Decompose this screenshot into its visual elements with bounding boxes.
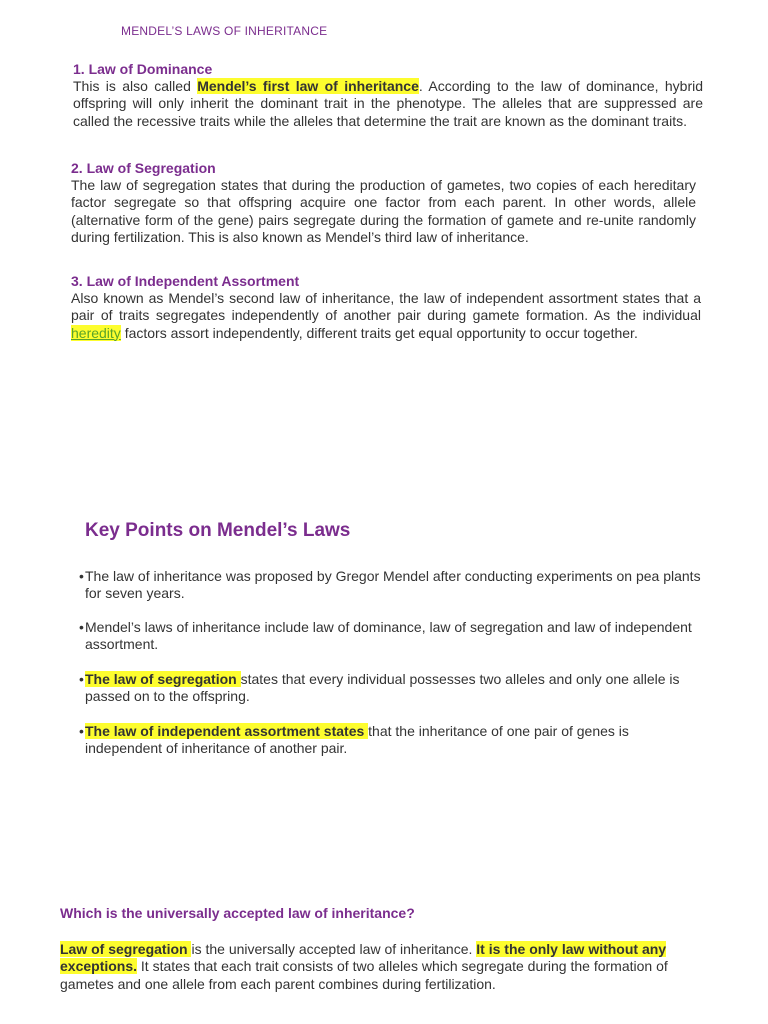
highlighted-phrase: It is the only law without any exceptions. (60, 941, 667, 975)
section-heading: 3. Law of Independent Assortment (71, 273, 300, 289)
section-heading: 2. Law of Segregation (71, 160, 216, 176)
document-title: MENDEL’S LAWS OF INHERITANCE (121, 24, 328, 38)
highlighted-phrase: Law of segregation (60, 941, 192, 957)
bullet: • (79, 619, 84, 635)
text-run: It states that each trait consists of two alleles which segregate during the formation of gametes and one allele from each parent combines during fertilization. (60, 958, 668, 992)
key-point-text: Mendel’s laws of inheritance include law of dominance, law of segregation and law of independent assortment. (85, 619, 692, 653)
section-law-of-segregation (71, 160, 696, 246)
highlighted-phrase: The law of independent assortment states (85, 723, 369, 739)
key-point-item (79, 671, 705, 706)
highlighted-phrase: The law of segregation (85, 671, 241, 687)
faq-question: Which is the universally accepted law of inheritance? (60, 905, 415, 921)
heredity-link[interactable]: heredity (71, 324, 121, 341)
key-point-item (79, 723, 705, 758)
section-paragraph (73, 78, 703, 130)
key-point-text: states that every individual possesses two alleles and only one allele is passed on to the offspring. (85, 671, 680, 705)
bullet: • (79, 568, 84, 584)
text-run: factors assort independently, different traits get equal opportunity to occur together. (120, 324, 638, 341)
section-law-of-dominance (73, 61, 703, 130)
key-point-item (79, 568, 705, 603)
text-run: . According to the law of dominance, hybrid offspring will only inherit the dominant trait in the phenotype. The alleles that are suppressed are called the recessive traits while the alleles that determine the trait are known as the dominant traits. (73, 78, 703, 129)
section-heading: 1. Law of Dominance (73, 61, 213, 77)
bullet: • (79, 671, 84, 687)
key-point-item (79, 619, 705, 654)
key-point-text: that the inheritance of one pair of genes is independent of inheritance of another pair. (85, 723, 629, 757)
section-paragraph (71, 290, 701, 342)
text-run: is the universally accepted law of inheritance. (191, 941, 477, 957)
text-run: Also known as Mendel’s second law of inheritance, the law of independent assortment states that a pair of traits segregates independently of another pair during gamete formation. As the individual (71, 290, 701, 324)
faq-answer (60, 941, 690, 993)
key-point-text: The law of inheritance was proposed by Gregor Mendel after conducting experiments on pea plants for seven years. (85, 568, 701, 602)
bullet: • (79, 723, 84, 739)
text-run: This is also called (73, 78, 198, 94)
section-paragraph: The law of segregation states that during the production of gametes, two copies of each hereditary factor segregate so that offspring acquire one factor from each parent. In other words, allele (alternative form of the gene) pairs segregate during the formation of gamete and re-unite randomly during fertilization. This is also known as Mendel’s third law of inheritance. (71, 177, 696, 245)
highlighted-phrase: Mendel’s first law of inheritance (197, 78, 419, 94)
key-points-title: Key Points on Mendel’s Laws (85, 520, 351, 541)
section-law-of-independent-assortment (71, 273, 701, 342)
